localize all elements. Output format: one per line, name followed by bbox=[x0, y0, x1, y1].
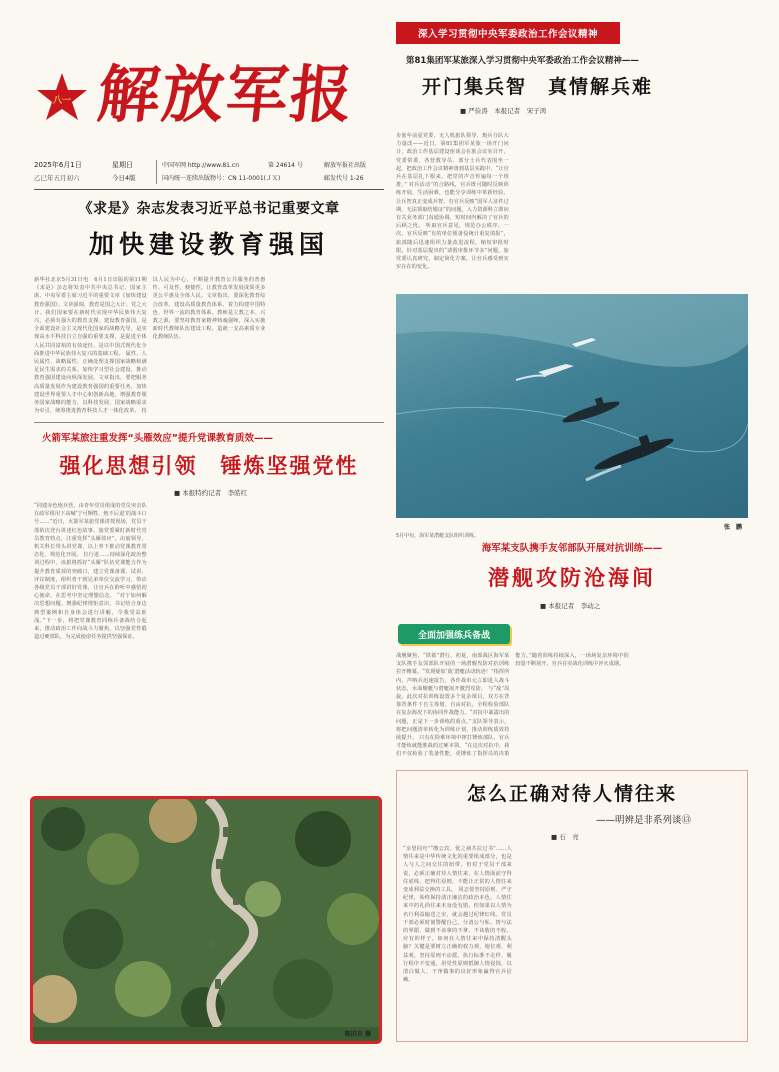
submarine-photo bbox=[396, 294, 748, 518]
feature-right-col3: 只有在险难环境中摔打锤炼部队，官兵才能练就能胜战的过硬本领。“在这次对抗中，我们不仅检验了装备性能，更锤炼了指挥员的决策能力。”随着训练持续深入，一场场复杂环境中的较量不断展开，官兵在实战化训练中淬火成钢。 bbox=[396, 653, 629, 758]
banner-text: 深入学习贯彻中央军委政治工作会议精神 bbox=[417, 29, 598, 40]
feature-left-col2: 位行进……持续深化政治整训过程中，该旅将抓好“头雁”队伍党课能力作为提升教育质效的突破口，建立党课备课、试讲、评议制度，组织骨干到兄弟单位交流学习，带动各级党员干部讲好党课，让官兵在聆听中感悟初心使命，在思考中坚定理想信念。 bbox=[34, 552, 147, 600]
lead-headline: 加快建设教育强国 bbox=[88, 230, 329, 259]
lead-story bbox=[34, 198, 384, 418]
lead-kicker: 《求是》杂志发表习近平总书记重要文章 bbox=[78, 201, 340, 217]
lead-col1: 新华社北京5月31日电 6月1日出版的第11期《求是》杂志将发表中共中央总书记、国家主席、中央军委主席习近平的重要文章《加快建设教育强国》。文章强调，教育是国之大计、党之大计。我们国家要在新时代实现中华民族伟大复兴，必须有强大的教育支撑。建设教育强国，是全面建设社会主义现代化国家的战略先导，是实现高水平科技自立自强的重要支撑，是促进全体人民共同富裕的有效途径，是以中国式现代化全面推进中华民族伟大复兴的基础工程。 bbox=[34, 277, 147, 357]
top-right-col3: 听取官兵意见，规范办公秩序。一次，官兵反映“有的单位预备役统计重复填报”，旅部随后迅速组织力量改进流程，缩短审批时限。针对基层提出的“请假审批环节多”问题，旅党委认真研究，制定简化方案，让官兵感受到实实在在的变化。 bbox=[396, 223, 509, 271]
feature-right-col1: 战舰聚焦，“铁鲨”潜行。初夏，南部战区海军某支队携手友邻部队开展的一场潜舰攻防对抗训练拉开帷幕。“发现疑似‘敌’潜艇活动轨迹！”指挥所内，声呐兵迅速报告，各作战单元立即进入战斗状态，水面舰艇与潜艇展开激烈攻防。 bbox=[396, 653, 510, 692]
commentary-subhead: ——明辨是非系列谈⑬ bbox=[595, 815, 691, 826]
commentary-col1: “亲望同舟”“缴公宾、忧之祯共拉过书”……人情往来是中华传统文化的重要组成部分，也是人与人之间交往的纽带。但对于党员干部来说，必须正确对待人情往来，在人情面前守得住底线、把得住原则，不能让正常的人情往来变成利益交换的工具。 bbox=[403, 846, 512, 894]
star-glyph: 八一 bbox=[52, 96, 72, 106]
top-right-kicker: 第81集团军某旅深入学习贯彻中央军委政治工作会议精神—— bbox=[406, 56, 639, 66]
feature-left-col3: “对于如何解决思想问题、增强纪律规矩意识，书记结合身边典型案例和自身体会进行讲解，令我受益匪浅。”下一步，将把党课教育同练兵备战结合起来，推动政治工作向战斗力聚焦，以坚强党性锻造过硬部队，为完成使命任务提供坚强保证。 bbox=[34, 593, 147, 641]
training-badge bbox=[398, 624, 510, 644]
army-star-emblem bbox=[36, 72, 88, 122]
commentary-byline: ■ 石 亮 bbox=[551, 833, 579, 841]
commentary-col2: 同志要坚持原则、严守纪律，始终保持清正廉洁的政治本色。人情往来中的礼尚往来本身没有错，但如果以人情为名行利益输送之实，就会越过纪律红线。党员干部必须时刻警醒自己，分清公与私、情与法的界限，做到不该拿的不拿、不该收的不收。 bbox=[403, 887, 512, 935]
top-right-col1: 步旅年前夏党委、无人机旅队领导、炮兵分队大力量改——近日，第81集团军某旅一场开门问计，政治工作基层建设座谈会在旅会议室召开，党委常委、各营教导员、部分士兵代表围坐一起，把政治工作会议精神落到基层实践中。“让官兵在基层扎下根来，把党的声音传遍每一个班排。” bbox=[396, 133, 509, 189]
feature-left bbox=[34, 430, 384, 790]
submarine-photo-caption: 5月中旬，海军某潜艇支队组织训练。 bbox=[396, 533, 480, 539]
escort-ship-1 bbox=[516, 364, 574, 380]
lead-col2: 属性、人民属性、战略属性，正确处理支撑国家战略和满足民生需求的关系，加快学习型社会建设，推动教育强国建设向纵深发展。文章指出，要把服务高质量发展作为建设教育强国的重要任务，加快建设世界重要人才中心和创新高地，增强教育服务国家战略的能力，以科技发展、国家战略需求为牵引，统筹推进教育科技人才一体化改革。 bbox=[34, 350, 147, 415]
issue-serial: 第 24614 号 bbox=[268, 162, 303, 169]
page-count: 今日4版 bbox=[112, 174, 136, 182]
dateline bbox=[34, 156, 384, 186]
feature-right-kicker: 海军某支队携手友邻部队开展对抗训练—— bbox=[481, 543, 663, 554]
feature-left-col1: “同建赤色炮兵营，由青年党员组成的党员突击队在政军组用下高喊‘宁可牺牲，炮不后退’的战斗口号……”近日，火箭军某旅党课讲授现场，党员干部依次登台讲述红色故事。旅党委紧盯新时代党员教育特点，注重发挥“头雁效应”，由旅领导、机关科长带头讲党课，以上率下推动党课教育常态化、规范化开展。 bbox=[34, 503, 147, 559]
commentary-col3: 应有的样子。如何在人情往来中保持清醒头脑？关键是要树立正确的权力观、地位观、利益观，坚持原则不动摇、执行标准不走样、履行程序不变通，用党性原则抵御人情侵蚀，以清白做人、干净做事的良好形象赢得官兵信赖。 bbox=[403, 936, 512, 984]
newspaper-masthead-title: 解放军报 bbox=[94, 58, 358, 131]
banner bbox=[396, 22, 620, 44]
forest-photo-caption: 夏日，旅某装备车队驶向训练场。 bbox=[39, 1040, 115, 1044]
feature-right-col2: 与“敌”周旋。此次对抗训练设置多个复杂课目，双方在背靠背条件下自主筹划、自由对抗，全程检验部队在复杂海况下的协同作战能力。“对抗中暴露出的问题，正是下一步训练的重点。”支队领导表示，将把问题清单转化为训练计划，推动训练质效持续提升。 bbox=[396, 685, 510, 742]
top-right-col2: 对兵活动”的合路线，官兵既可随时反映训练开展，生活困难，也能分享训练中革新经验。让兵智真正变成兵智。有官兵反映“国军人证件过期，无法领取结婚证”的问题，入力资源科立即向有关业务部门沟通协调，短时间内解决了官兵的后顾之忧。 bbox=[396, 182, 509, 230]
web-address: 中国军网 http://www.81.cn bbox=[162, 162, 240, 169]
issue-date: 2025年6月1日 bbox=[34, 161, 82, 169]
training-badge-text: 全面加强练兵备战 bbox=[417, 630, 490, 641]
submarine-photo-credit: 张 鹏 bbox=[723, 524, 742, 531]
feature-left-headline: 强化思想引领 锤炼坚强党性 bbox=[59, 454, 359, 478]
submarine-1 bbox=[561, 397, 621, 426]
lead-col3: 持以人民为中心，不断提升教育公共服务的普惠性、可及性、便捷性，让教育改革发展成果更多更公平惠及全体人民。文章指出，要深化教育综合改革，建设高质量教育体系，着力构建中国特色、世界一流的教育体系。教师是立教之本、兴教之源，要坚持教育家精神铸魂强师，深入实施新时代教师队伍建设工程，造就一支高素质专业化教师队伍。 bbox=[141, 277, 266, 415]
forest-road-photo bbox=[30, 796, 382, 1044]
top-right-story bbox=[396, 54, 746, 304]
commentary-headline: 怎么正确对待人情往来 bbox=[466, 783, 677, 805]
postal-code: 邮发代号 1-26 bbox=[324, 175, 364, 182]
top-right-headline: 开门集兵智 真情解兵难 bbox=[422, 76, 654, 98]
forest-photo-credit: 陈旧吉 摄 bbox=[344, 1031, 371, 1038]
feature-left-byline: ■ 本报特约记者 李皓红 bbox=[174, 489, 248, 497]
commentary-box bbox=[396, 770, 748, 1042]
publisher: 解放军报社出版 bbox=[324, 162, 367, 169]
masthead bbox=[28, 20, 388, 148]
feature-left-kicker: 火箭军某旅注重发挥“头雁效应”提升党课教育质效—— bbox=[42, 433, 273, 444]
submarine-2 bbox=[586, 434, 676, 480]
top-right-byline: ■ 严俭涛 本报记者 宋子鸿 bbox=[460, 107, 547, 115]
lunar-date: 乙巳年五月初六 bbox=[34, 174, 80, 182]
feature-right-headline: 潜舰攻防沧海间 bbox=[488, 566, 656, 590]
weekday: 星期日 bbox=[112, 161, 133, 169]
feature-right bbox=[396, 540, 748, 768]
feature-right-byline: ■ 本报记者 李动之 bbox=[540, 602, 601, 610]
cn-number: 国内统一连续出版物号：CN 11-0001(ＪＸ) bbox=[162, 175, 281, 182]
